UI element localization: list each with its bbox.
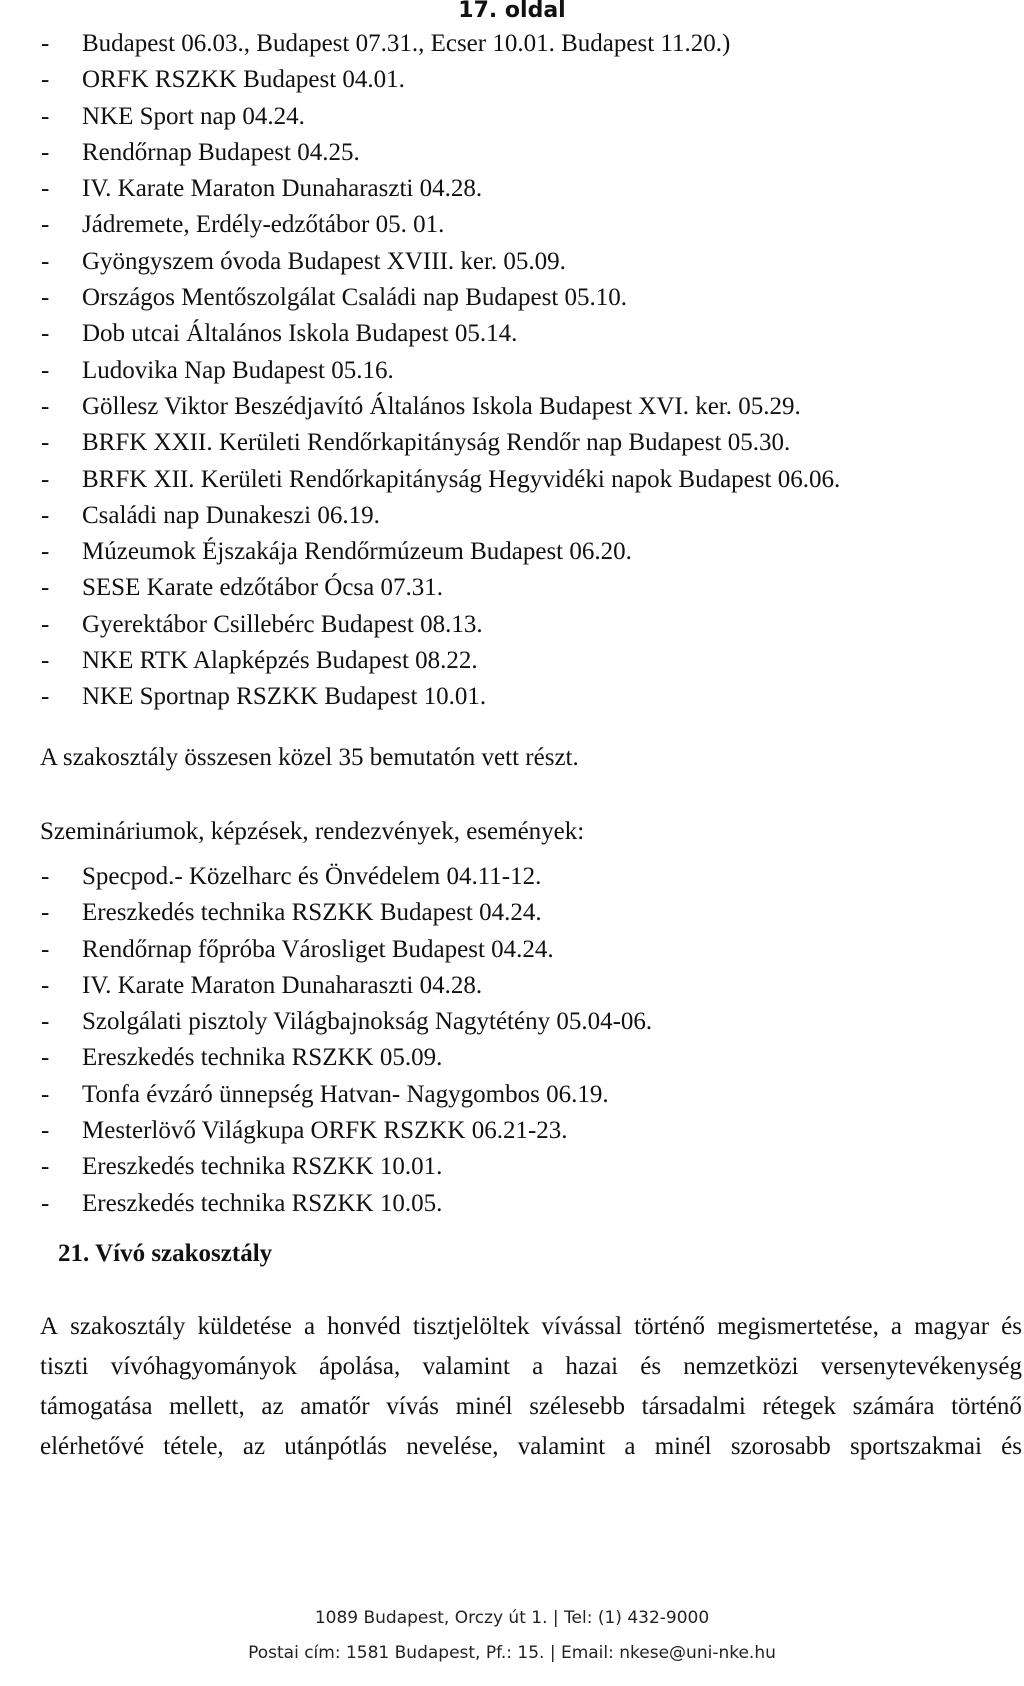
section-body	[40, 1307, 1022, 1467]
list-item-text: Ereszkedés technika RSZKK 10.05.	[82, 1189, 443, 1217]
list-item-text: Országos Mentőszolgálat Családi nap Budapest 05.10.	[82, 284, 628, 312]
body-line: elérhetővé tétele, az utánpótlás nevelése, valamint a minél szorosabb sportszakmai és	[40, 1433, 1022, 1460]
list-bullet: -	[41, 356, 50, 384]
list-item-text: Ereszkedés technika RSZKK 10.01.	[82, 1153, 443, 1181]
list-item-text: Ereszkedés technika RSZKK 05.09.	[82, 1044, 443, 1072]
list-item-text: ORFK RSZKK Budapest 04.01.	[82, 66, 405, 94]
list-item-text: Budapest 06.03., Budapest 07.31., Ecser 10.01. Budapest 11.20.)	[82, 30, 731, 57]
body-line: tiszti vívóhagyományok ápolása, valamint a hazai és nemzetközi versenytevékenység	[40, 1353, 1022, 1380]
list-item-text: Gyöngyszem óvoda Budapest XVIII. ker. 05.09.	[82, 247, 566, 275]
list-item-text: NKE Sport nap 04.24.	[82, 102, 305, 130]
list-bullet: -	[41, 138, 50, 166]
list-bullet: -	[41, 1153, 50, 1181]
page-number-label: 17. oldal	[458, 0, 566, 23]
list-item-text: BRFK XXII. Kerületi Rendőrkapitányság Rendőr nap Budapest 05.30.	[82, 429, 791, 457]
list-bullet: -	[41, 971, 50, 999]
list-bullet: -	[41, 647, 50, 675]
list-bullet: -	[41, 1044, 50, 1072]
list-bullet: -	[41, 538, 50, 566]
list-item-text: Ludovika Nap Budapest 05.16.	[82, 356, 394, 384]
list-bullet: -	[41, 429, 50, 457]
list-bullet: -	[41, 102, 50, 130]
list-bullet: -	[41, 320, 50, 348]
list-item-text: Jádremete, Erdély-edzőtábor 05. 01.	[82, 211, 445, 239]
list-item-text: Göllesz Viktor Beszédjavító Általános Iskola Budapest XVI. ker. 05.29.	[82, 392, 801, 420]
list-item-text: Tonfa évzáró ünnepség Hatvan- Nagygombos 06.19.	[82, 1080, 609, 1108]
list-item-text: Specpod.- Közelharc és Önvédelem 04.11-12.	[82, 863, 542, 890]
list-item-text: SESE Karate edzőtábor Ócsa 07.31.	[82, 574, 443, 602]
list-bullet: -	[41, 1189, 50, 1217]
events-summary: A szakosztály összesen közel 35 bemutatón vett részt.	[40, 744, 579, 771]
list-bullet: -	[41, 392, 50, 420]
list-bullet: -	[41, 935, 50, 963]
list-bullet: -	[41, 863, 50, 890]
list-bullet: -	[41, 899, 50, 927]
footer-postal-email: Postai cím: 1581 Budapest, Pf.: 15. | Email: nkese@uni-nke.hu	[248, 1643, 776, 1663]
list-bullet: -	[41, 175, 50, 203]
list-item-text: Szolgálati pisztoly Világbajnokság Nagytétény 05.04-06.	[82, 1008, 653, 1036]
section-title: Vívó szakosztály	[95, 1240, 273, 1267]
list-bullet: -	[41, 1117, 50, 1145]
list-bullet: -	[41, 284, 50, 312]
body-line: A szakosztály küldetése a honvéd tisztjelöltek vívással történő megismertetése, a magyar és	[40, 1313, 1022, 1340]
list-bullet: -	[41, 247, 50, 275]
list-item-text: Múzeumok Éjszakája Rendőrmúzeum Budapest 06.20.	[82, 538, 632, 566]
list-item-text: NKE Sportnap RSZKK Budapest 10.01.	[82, 683, 487, 711]
list-item-text: Rendőrnap főpróba Városliget Budapest 04.24.	[82, 935, 554, 963]
list-bullet: -	[41, 501, 50, 529]
list-bullet: -	[41, 66, 50, 94]
list-item-text: Gyerektábor Csillebérc Budapest 08.13.	[82, 610, 483, 638]
section-heading	[58, 1240, 272, 1268]
list-bullet: -	[41, 30, 50, 57]
list-item-text: Családi nap Dunakeszi 06.19.	[82, 501, 380, 529]
list-item-text: NKE RTK Alapképzés Budapest 08.22.	[82, 647, 478, 675]
list-item-text: Rendőrnap Budapest 04.25.	[82, 138, 360, 166]
list-item-text: Ereszkedés technika RSZKK Budapest 04.24.	[82, 899, 542, 927]
section-number: 21.	[58, 1240, 90, 1267]
list-bullet: -	[41, 574, 50, 602]
list-item-text: IV. Karate Maraton Dunaharaszti 04.28.	[82, 175, 483, 203]
list-item-text: Dob utcai Általános Iskola Budapest 05.14.	[82, 320, 518, 348]
list-bullet: -	[41, 211, 50, 239]
body-line: támogatása mellett, az amatőr vívás minél szélesebb társadalmi rétegek számára történő	[40, 1393, 1022, 1420]
list-item-text: BRFK XII. Kerületi Rendőrkapitányság Hegyvidéki napok Budapest 06.06.	[82, 465, 841, 493]
list-bullet: -	[41, 1008, 50, 1036]
list-item-text: Mesterlövő Világkupa ORFK RSZKK 06.21-23.	[82, 1117, 568, 1145]
list-bullet: -	[41, 683, 50, 711]
seminars-heading: Szemináriumok, képzések, rendezvények, események:	[40, 818, 585, 845]
list-bullet: -	[41, 465, 50, 493]
list-item-text: IV. Karate Maraton Dunaharaszti 04.28.	[82, 971, 483, 999]
list-bullet: -	[41, 1080, 50, 1108]
list-bullet: -	[41, 610, 50, 638]
footer-address: 1089 Budapest, Orczy út 1. | Tel: (1) 432-9000	[314, 1608, 710, 1628]
